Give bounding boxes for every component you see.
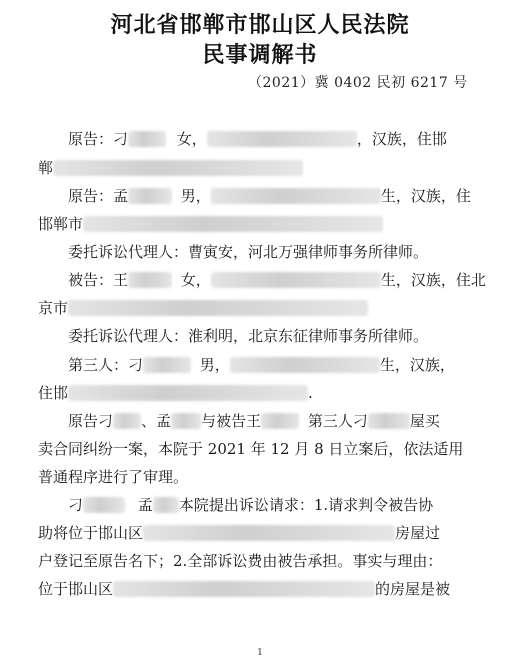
third-party-line-1: 第三人：刁 男， 生，汉族， — [68, 356, 455, 374]
paragraph-2-line-4: 位于邯山区 的房屋是被 — [38, 580, 451, 598]
third-party-line-2: 住邯 . — [38, 384, 313, 402]
plaintiff-2-line-1: 原告：孟 男， 生，汉族，住 — [68, 187, 471, 205]
redaction — [68, 385, 308, 401]
redaction — [143, 357, 191, 373]
redaction — [128, 188, 172, 204]
redaction — [128, 272, 172, 288]
redaction — [207, 131, 357, 147]
redaction — [211, 188, 381, 204]
redaction — [261, 413, 299, 429]
redaction — [113, 413, 141, 429]
page-number: 1 — [257, 648, 263, 658]
defendant-line-2: 京市 — [38, 297, 368, 318]
case-number: （2021）冀 0402 民初 6217 号 — [248, 75, 468, 91]
paragraph-1-line-3: 普通程序进行了审理。 — [38, 468, 189, 486]
plaintiff-1-line-1: 原告：刁 女， ，汉族，住邯 — [68, 130, 447, 148]
redaction — [211, 272, 381, 288]
redaction — [143, 525, 395, 541]
plaintiff-2-line-2: 邯郸市 — [38, 213, 383, 234]
redaction — [368, 413, 410, 429]
paragraph-2-line-1: 刁 孟 本院提出诉讼请求：1.请求判令被告协 — [68, 496, 434, 514]
redaction — [171, 413, 201, 429]
plaintiff-1-line-2: 郸 — [38, 157, 303, 178]
redaction — [53, 160, 303, 176]
defendant-agent: 委托诉讼代理人：淮利明，北京东征律师事务所律师。 — [68, 327, 429, 345]
paragraph-2-line-3: 户登记至原告名下；2.全部诉讼费由被告承担。事实与理由： — [38, 552, 443, 570]
redaction — [128, 131, 166, 147]
document-type: 民事调解书 — [202, 42, 318, 68]
defendant-line-1: 被告：王 女， 生，汉族，住北 — [68, 271, 486, 289]
redaction — [113, 581, 375, 597]
redaction — [230, 357, 380, 373]
redaction — [68, 300, 368, 316]
plaintiff-agent: 委托诉讼代理人：曹寅安，河北万强律师事务所律师。 — [68, 243, 429, 261]
redaction — [153, 497, 179, 513]
paragraph-2-line-2: 助将位于邯山区 房屋过 — [38, 524, 441, 542]
court-name: 河北省邯郸市邯山区人民法院 — [110, 12, 410, 38]
paragraph-1-line-1: 原告刁 、孟 与被告王 第三人刁 屋买 — [68, 412, 440, 430]
paragraph-1-line-2: 卖合同纠纷一案，本院于 2021 年 12 月 8 日立案后，依法适用 — [38, 440, 464, 458]
redaction — [83, 216, 383, 232]
redaction — [83, 497, 125, 513]
